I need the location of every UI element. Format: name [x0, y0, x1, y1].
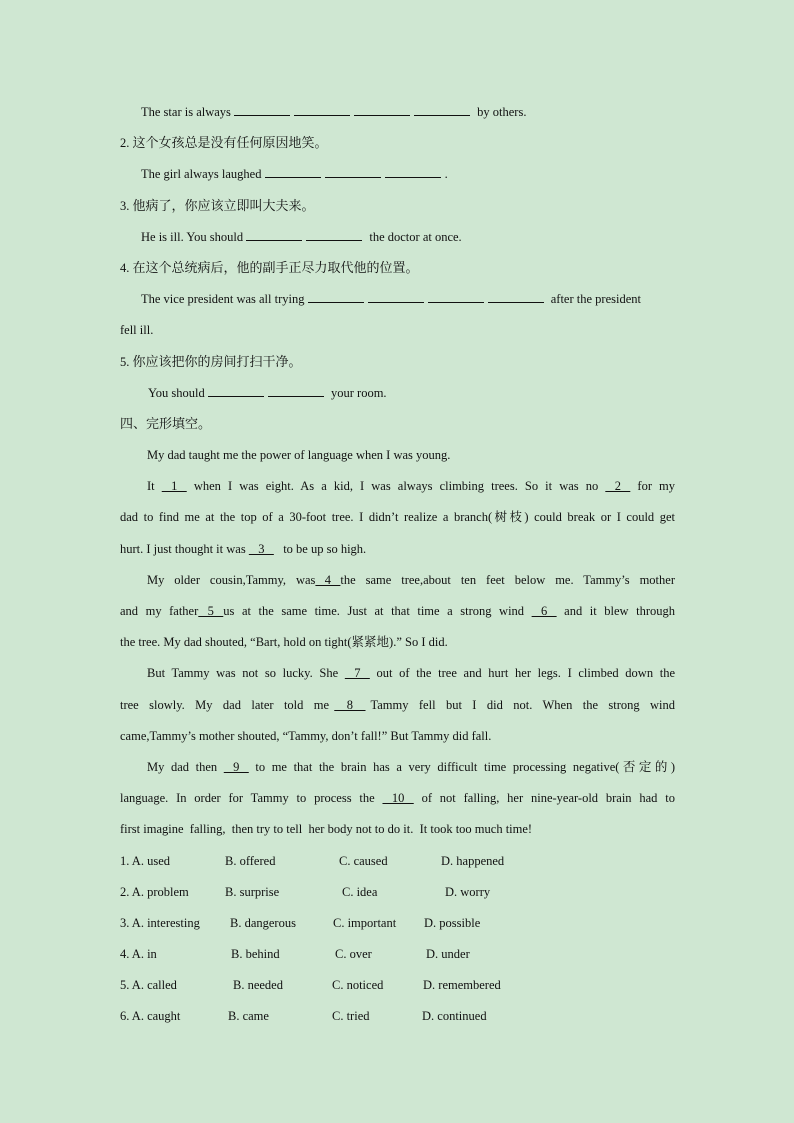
cloze-blank-3[interactable]: 3 [248, 541, 274, 556]
q5-text-after: your room. [331, 385, 387, 400]
q4-text-cont: fell ill. [120, 323, 154, 338]
paragraph-text: when I was eight. As a kid, I was always climbing trees. So it was no [193, 479, 599, 494]
section-heading [120, 412, 675, 443]
q2-chinese-line [120, 131, 675, 162]
paragraph-2-line-2 [120, 505, 675, 536]
paragraph-text: to be up so high. [273, 541, 367, 556]
paragraph-3-line-3 [120, 630, 675, 661]
option-a[interactable]: 2. A. problem [120, 884, 189, 899]
paragraph-text: Tammy fell but I did not. When the strong wind [370, 697, 676, 712]
answer-blank[interactable] [368, 288, 424, 303]
paragraph-text: us at the same time. Just at that time a strong wind [223, 604, 525, 618]
option-a[interactable]: 4. A. in [120, 947, 157, 962]
paragraph-5-line-2 [120, 786, 675, 817]
q5-chinese-line [120, 350, 675, 381]
option-a[interactable]: 5. A. called [120, 978, 177, 993]
cloze-blank-7[interactable]: 7 [344, 666, 370, 681]
q4-chinese-text: 在这个总统病后，他的副手正尽力取代他的位置。 [132, 260, 419, 276]
paragraph-text: of not falling, her nine-year-old brain had to [421, 791, 675, 806]
option-b[interactable]: B. behind [231, 947, 280, 962]
answer-blank[interactable] [385, 163, 441, 178]
paragraph-2-line-3 [120, 537, 675, 568]
paragraph-text: and it blew through [564, 604, 676, 618]
paragraph-text: My dad then [147, 759, 218, 774]
answer-blank[interactable] [208, 382, 264, 397]
question-number: 3. [120, 198, 130, 213]
option-row-3 [120, 911, 675, 942]
paragraph-4-line-2 [120, 693, 675, 724]
answer-blank[interactable] [234, 101, 290, 116]
option-d[interactable]: D. continued [422, 1009, 487, 1024]
paragraph-1 [120, 443, 675, 474]
option-b[interactable]: B. came [228, 1009, 269, 1024]
q3-english-line [120, 225, 675, 256]
answer-blank[interactable] [294, 101, 350, 116]
answer-blank[interactable] [265, 163, 321, 178]
cloze-blank-4[interactable]: 4 [315, 572, 341, 587]
option-b[interactable]: B. offered [225, 853, 276, 868]
option-c[interactable]: C. tried [332, 1009, 370, 1024]
q5-chinese-text: 你应该把你的房间打扫干净。 [132, 354, 302, 370]
q4-english-line [120, 287, 675, 318]
option-c[interactable]: C. important [333, 915, 397, 930]
paragraph-text: came,Tammy’s mother shouted, “Tammy, don’t fall!” But Tammy did fall. [120, 728, 492, 743]
q4-text-before: The vice president was all trying [141, 292, 305, 307]
question-number: 4. [120, 260, 130, 275]
cloze-blank-10[interactable]: 10 [382, 791, 414, 806]
option-row-6 [120, 1004, 675, 1035]
q3-chinese-line [120, 194, 675, 225]
q1-text-after: by others. [477, 105, 527, 119]
q4-chinese-line [120, 256, 675, 287]
option-d[interactable]: D. possible [424, 915, 481, 930]
paragraph-text: out of the tree and hurt her legs. I climbed down the [376, 666, 676, 681]
q5-text-before: You should [148, 385, 205, 400]
option-row-5 [120, 973, 675, 1004]
q2-chinese-text: 这个女孩总是没有任何原因地笑。 [132, 136, 328, 152]
q5-english-line [120, 381, 675, 412]
paragraph-3-line-1 [120, 568, 675, 599]
answer-blank[interactable] [246, 226, 302, 241]
answer-blank[interactable] [488, 288, 544, 303]
answer-blank[interactable] [428, 288, 484, 303]
q3-chinese-text: 他病了，你应该立即叫大夫来。 [132, 198, 315, 214]
option-a[interactable]: 3. A. interesting [120, 915, 200, 930]
paragraph-4-line-1 [120, 661, 675, 692]
paragraph-text: dad to find me at the top of a 30-foot tree. I didn’t realize a branch(树枝) could break or I could get [120, 510, 675, 525]
q1-english-line [120, 100, 675, 131]
paragraph-5-line-3 [120, 817, 675, 848]
paragraph-text: the same tree,about ten feet below me. Tammy’s mother [340, 572, 675, 587]
q2-text-after: . [444, 167, 448, 182]
cloze-blank-2[interactable]: 2 [605, 479, 631, 494]
paragraph-3-line-2 [120, 599, 675, 630]
q3-text-after: the doctor at once. [369, 229, 462, 244]
answer-blank[interactable] [308, 288, 364, 303]
cloze-blank-9[interactable]: 9 [223, 759, 249, 774]
paragraph-text: But Tammy was not so lucky. She [147, 666, 339, 681]
answer-blank[interactable] [325, 163, 381, 178]
answer-blank[interactable] [268, 382, 324, 397]
option-c[interactable]: C. noticed [332, 978, 384, 993]
paragraph-4-line-3 [120, 724, 675, 755]
option-b[interactable]: B. dangerous [230, 915, 296, 930]
document-page [120, 100, 675, 1036]
cloze-blank-6[interactable]: 6 [531, 604, 557, 618]
paragraph-2-line-1 [120, 474, 675, 505]
cloze-blank-1[interactable]: 1 [161, 479, 187, 494]
option-d[interactable]: D. remembered [423, 978, 501, 993]
cloze-blank-5[interactable]: 5 [198, 604, 224, 618]
option-b[interactable]: B. needed [233, 978, 283, 993]
answer-blank[interactable] [414, 101, 470, 116]
option-d[interactable]: D. happened [441, 853, 505, 868]
option-c[interactable]: C. idea [342, 884, 378, 899]
option-a[interactable]: 1. A. used [120, 853, 170, 868]
paragraph-text: and my father [120, 604, 199, 618]
option-d[interactable]: D. worry [445, 884, 491, 899]
paragraph-text: It [147, 479, 155, 494]
paragraph-text: My older cousin,Tammy, was [147, 572, 316, 587]
paragraph-text: My dad taught me the power of language when I was young. [147, 448, 451, 463]
paragraph-text: to me that the brain has a very difficult time processing negative(否定的) [255, 759, 675, 774]
q3-text-before: He is ill. You should [141, 229, 244, 244]
option-row-4 [120, 942, 675, 973]
q1-text-before: The star is always [141, 105, 231, 119]
option-c[interactable]: C. over [335, 947, 372, 962]
q4-text-after: after the president [550, 292, 641, 307]
question-number: 2. [120, 136, 130, 151]
paragraph-text: hurt. I just thought it was [120, 541, 246, 556]
q4-english-continuation [120, 318, 675, 349]
cloze-heading: 四、完形填空。 [120, 416, 212, 432]
option-row-1 [120, 849, 675, 880]
option-a[interactable]: 6. A. caught [120, 1009, 181, 1024]
paragraph-text: the tree. My dad shouted, “Bart, hold on tight(紧紧地).” So I did. [120, 635, 448, 650]
paragraph-text: first imagine falling, then try to tell her body not to do it. It took too much time! [120, 822, 533, 837]
option-b[interactable]: B. surprise [225, 884, 280, 899]
question-number: 5. [120, 354, 130, 369]
paragraph-text: language. In order for Tammy to process the [120, 791, 375, 806]
answer-blank[interactable] [306, 226, 362, 241]
paragraph-text: tree slowly. My dad later told me [120, 697, 330, 712]
paragraph-text: for my [637, 479, 676, 494]
option-d[interactable]: D. under [426, 947, 470, 962]
option-c[interactable]: C. caused [339, 853, 388, 868]
paragraph-5-line-1 [120, 755, 675, 786]
option-row-2 [120, 880, 675, 911]
q2-text-before: The girl always laughed [141, 167, 262, 182]
q2-english-line [120, 162, 675, 193]
answer-blank[interactable] [354, 101, 410, 116]
cloze-blank-8[interactable]: 8 [334, 697, 366, 712]
